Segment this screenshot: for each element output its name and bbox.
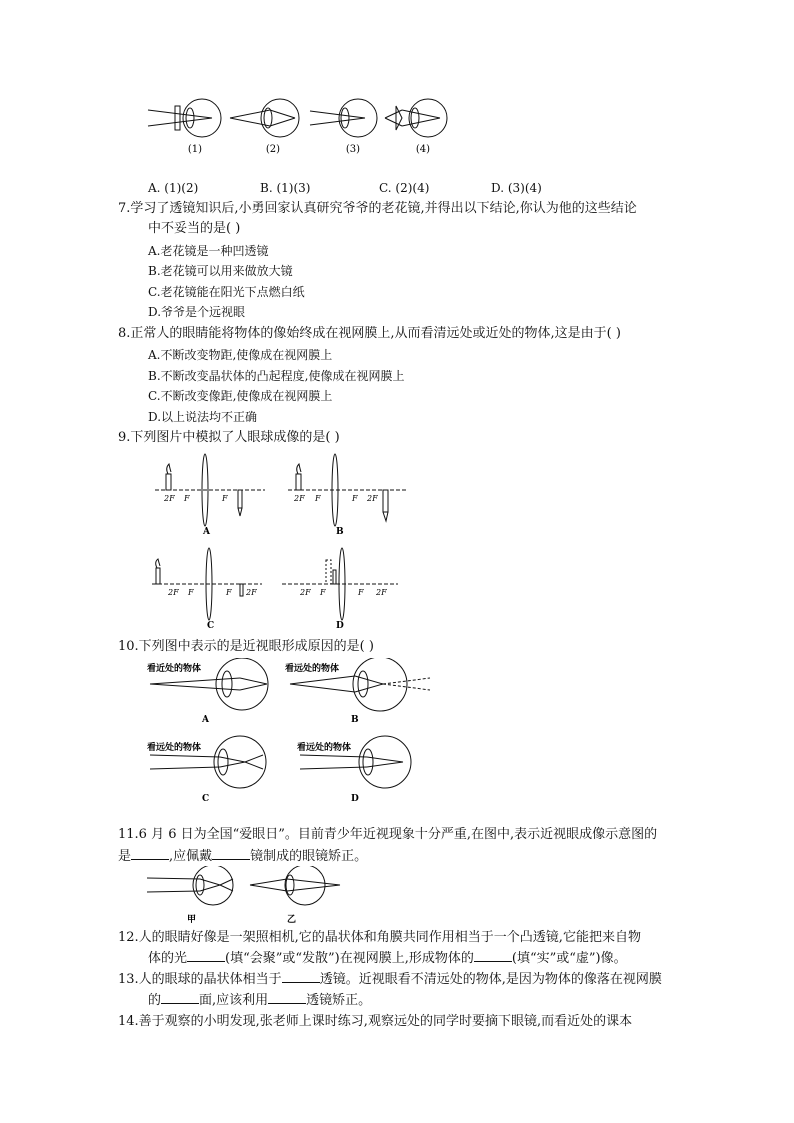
q9-b-2f-left: 2F <box>294 494 305 503</box>
q10-label-c: C <box>202 794 210 804</box>
q13-text-d: 面,应该利用 <box>199 993 269 1008</box>
q9-panel-b <box>288 454 408 526</box>
q9-b-f-right: F <box>352 494 358 503</box>
q8-option-c: C.不断改变像距,使像成在视网膜上 <box>148 389 333 403</box>
q11-diagram-yi <box>250 866 340 905</box>
q9-label-c: C <box>207 621 215 631</box>
q10-label-b: B <box>351 715 359 725</box>
q6-option-d: D. (3)(4) <box>491 181 542 195</box>
q12-text-c: (填“实”或“虚”)像。 <box>511 951 627 966</box>
eye-diagram-4 <box>385 99 447 137</box>
q10-eye-figure <box>145 658 440 808</box>
q11-blank-2[interactable] <box>212 847 250 860</box>
q11-eye-figure <box>145 866 350 928</box>
q9-c-2f-right: 2F <box>246 588 257 597</box>
figure-label-3: (3) <box>345 144 361 155</box>
q9-a-f-left: F <box>184 494 190 503</box>
q10-label-d: D <box>351 794 359 804</box>
q9-panel-c <box>152 548 262 620</box>
q6-option-c: C. (2)(4) <box>379 181 430 195</box>
q11-blank-1[interactable] <box>131 847 169 860</box>
q11-label-jia: 甲 <box>187 915 197 925</box>
q10-caption-d: 看远处的物体 <box>297 743 352 753</box>
q11-line2 <box>118 847 367 866</box>
q7-stem-line2: 中不妥当的是( ) <box>148 221 241 236</box>
q9-panel-a <box>155 454 265 526</box>
q9-label-a: A <box>203 527 210 537</box>
q9-lens-figure <box>150 452 420 632</box>
q9-d-f-left: F <box>320 588 326 597</box>
q11-line1: 11.6 月 6 日为全国“爱眼日”。目前青少年近视现象十分严重,在图中,表示近视眼成像示意图的 <box>118 827 658 842</box>
q11-text-c: 镜制成的眼镜矫正。 <box>250 849 368 864</box>
eye-diagrams-figure <box>140 92 460 158</box>
q12-blank-2[interactable] <box>474 949 512 962</box>
q10-stem: 10.下列图中表示的是近视眼形成原因的是( ) <box>118 639 374 654</box>
q8-option-a: A.不断改变物距,使像成在视网膜上 <box>148 348 333 362</box>
q7-option-b: B.老花镜可以用来做放大镜 <box>148 264 293 278</box>
q8-option-b: B.不断改变晶状体的凸起程度,使像成在视网膜上 <box>148 369 405 383</box>
q7-option-c: C.老花镜能在阳光下点燃白纸 <box>148 285 305 299</box>
q9-b-2f-right: 2F <box>367 494 378 503</box>
q7-stem-line1: 7.学习了透镜知识后,小勇回家认真研究爷爷的老花镜,并得出以下结论,你认为他的这些结论 <box>118 201 637 216</box>
q12-text-a: 体的光 <box>148 951 188 966</box>
eye-diagram-2 <box>230 99 299 137</box>
q13-blank-3[interactable] <box>268 991 306 1004</box>
q9-d-2f-left: 2F <box>300 588 311 597</box>
q10-caption-c: 看远处的物体 <box>147 743 202 753</box>
q10-caption-b: 看远处的物体 <box>285 664 340 674</box>
q13-text-a: 13.人的眼球的晶状体相当于 <box>118 972 282 987</box>
q6-option-a: A. (1)(2) <box>148 181 199 195</box>
q8-stem: 8.正常人的眼睛能将物体的像始终成在视网膜上,从而看清远处或近处的物体,这是由于( ) <box>118 326 621 341</box>
q9-stem: 9.下列图片中模拟了人眼球成像的是( ) <box>118 430 340 445</box>
q13-text-b: 透镜。近视眼看不清远处的物体,是因为物体的像落在视网膜 <box>319 972 662 987</box>
figure-label-1: (1) <box>187 144 203 155</box>
q12-line1: 12.人的眼睛好像是一架照相机,它的晶状体和角膜共同作用相当于一个凸透镜,它能把来自物 <box>118 930 641 945</box>
q9-label-b: B <box>336 527 344 537</box>
q7-option-a: A.老花镜是一种凹透镜 <box>148 244 269 258</box>
q10-label-a: A <box>202 715 209 725</box>
q12-text-b: (填“会聚”或“发散”)在视网膜上,形成物体的 <box>225 951 474 966</box>
q13-line1 <box>118 970 662 989</box>
q6-option-b: B. (1)(3) <box>260 181 311 195</box>
q13-text-e: 透镜矫正。 <box>306 993 372 1008</box>
q9-label-d: D <box>336 621 344 631</box>
q8-option-d: D.以上说法均不正确 <box>148 410 258 424</box>
q9-c-f-left: F <box>188 588 194 597</box>
q9-panel-d <box>282 548 398 620</box>
q9-d-2f-right: 2F <box>376 588 387 597</box>
q10-caption-a: 看近处的物体 <box>147 664 202 674</box>
q12-line2 <box>148 949 627 968</box>
q11-text-b: ,应佩戴 <box>169 849 213 864</box>
q9-c-f-right: F <box>226 588 232 597</box>
q9-c-2f-left: 2F <box>168 588 179 597</box>
figure-label-2: (2) <box>265 144 281 155</box>
figure-label-4: (4) <box>415 144 431 155</box>
q9-a-2f-left: 2F <box>164 494 175 503</box>
q13-blank-2[interactable] <box>161 991 199 1004</box>
q13-line2 <box>148 991 371 1010</box>
q11-text-a: 是 <box>118 849 132 864</box>
q9-b-f-left: F <box>315 494 321 503</box>
q9-a-f-right: F <box>222 494 228 503</box>
eye-diagram-3 <box>310 99 377 137</box>
q7-option-d: D.爷爷是个远视眼 <box>148 305 246 319</box>
q11-label-yi: 乙 <box>287 915 297 925</box>
eye-diagram-1 <box>148 99 221 137</box>
q11-diagram-jia <box>147 866 233 905</box>
q9-d-f-right: F <box>358 588 364 597</box>
q14-line1: 14.善于观察的小明发现,张老师上课时练习,观察远处的同学时要摘下眼镜,而看近处的课本 <box>118 1014 633 1029</box>
q13-blank-1[interactable] <box>282 970 320 983</box>
q12-blank-1[interactable] <box>187 949 225 962</box>
q13-text-c: 的 <box>148 993 162 1008</box>
